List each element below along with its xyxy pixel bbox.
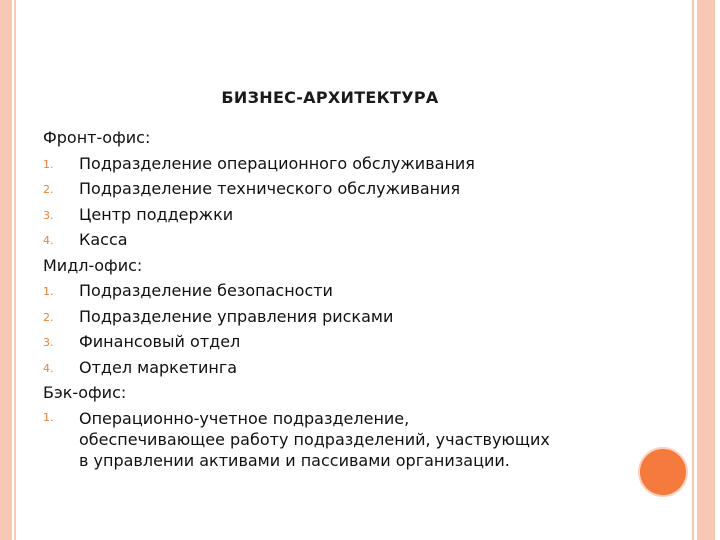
list-item-number: 2. — [43, 183, 54, 196]
list-item — [43, 332, 643, 358]
list-item-number: 1. — [43, 410, 54, 424]
list-item — [43, 281, 643, 307]
list-item-text-line: Операционно-учетное подразделение, — [79, 408, 410, 428]
list-item-text: Отдел маркетинга — [79, 357, 238, 377]
list-item-text: Касса — [79, 230, 128, 249]
slide-content — [43, 128, 643, 472]
list-item-text: Подразделение операционного обслуживания — [79, 153, 475, 173]
slide-title: БИЗНЕС-АРХИТЕКТУРА — [221, 88, 439, 107]
right-border-bar — [697, 0, 715, 540]
left-border-bar — [0, 0, 12, 540]
right-border-line — [692, 0, 694, 540]
section-label-middle-office: Мидл-офис: — [43, 255, 143, 275]
list-item-text: Подразделение управления рисками — [79, 306, 394, 326]
list-item-number: 3. — [43, 208, 54, 222]
list-item-text: Центр поддержки — [79, 204, 234, 224]
list-item-number: 1. — [43, 285, 54, 298]
section-label-front-office: Фронт-офис: — [43, 128, 151, 147]
section-label-back-office: Бэк-офис: — [43, 383, 127, 402]
list-item-number: 3. — [43, 336, 54, 349]
list-item — [43, 154, 643, 180]
list-item-number: 4. — [43, 234, 54, 247]
right-border-gap — [715, 0, 720, 540]
list-item — [43, 307, 643, 333]
list-item-text: Подразделение безопасности — [79, 281, 333, 300]
list-item — [43, 179, 643, 205]
list-item-number: 1. — [43, 157, 54, 171]
list-item-number: 4. — [43, 361, 54, 375]
list-item — [43, 407, 643, 472]
list-item — [43, 205, 643, 231]
list-item — [43, 230, 643, 256]
list-item-text: Подразделение технического обслуживания — [79, 179, 461, 198]
left-border-line — [14, 0, 16, 540]
list-item-text-line: в управлении активами и пассивами организации. — [79, 450, 510, 470]
list-item-text-line: обеспечивающее работу подразделений, участвующих — [79, 429, 550, 449]
list-item — [43, 358, 643, 384]
list-item-number: 2. — [43, 310, 54, 324]
list-item-text: Финансовый отдел — [79, 332, 241, 351]
accent-circle-decoration — [640, 449, 686, 495]
